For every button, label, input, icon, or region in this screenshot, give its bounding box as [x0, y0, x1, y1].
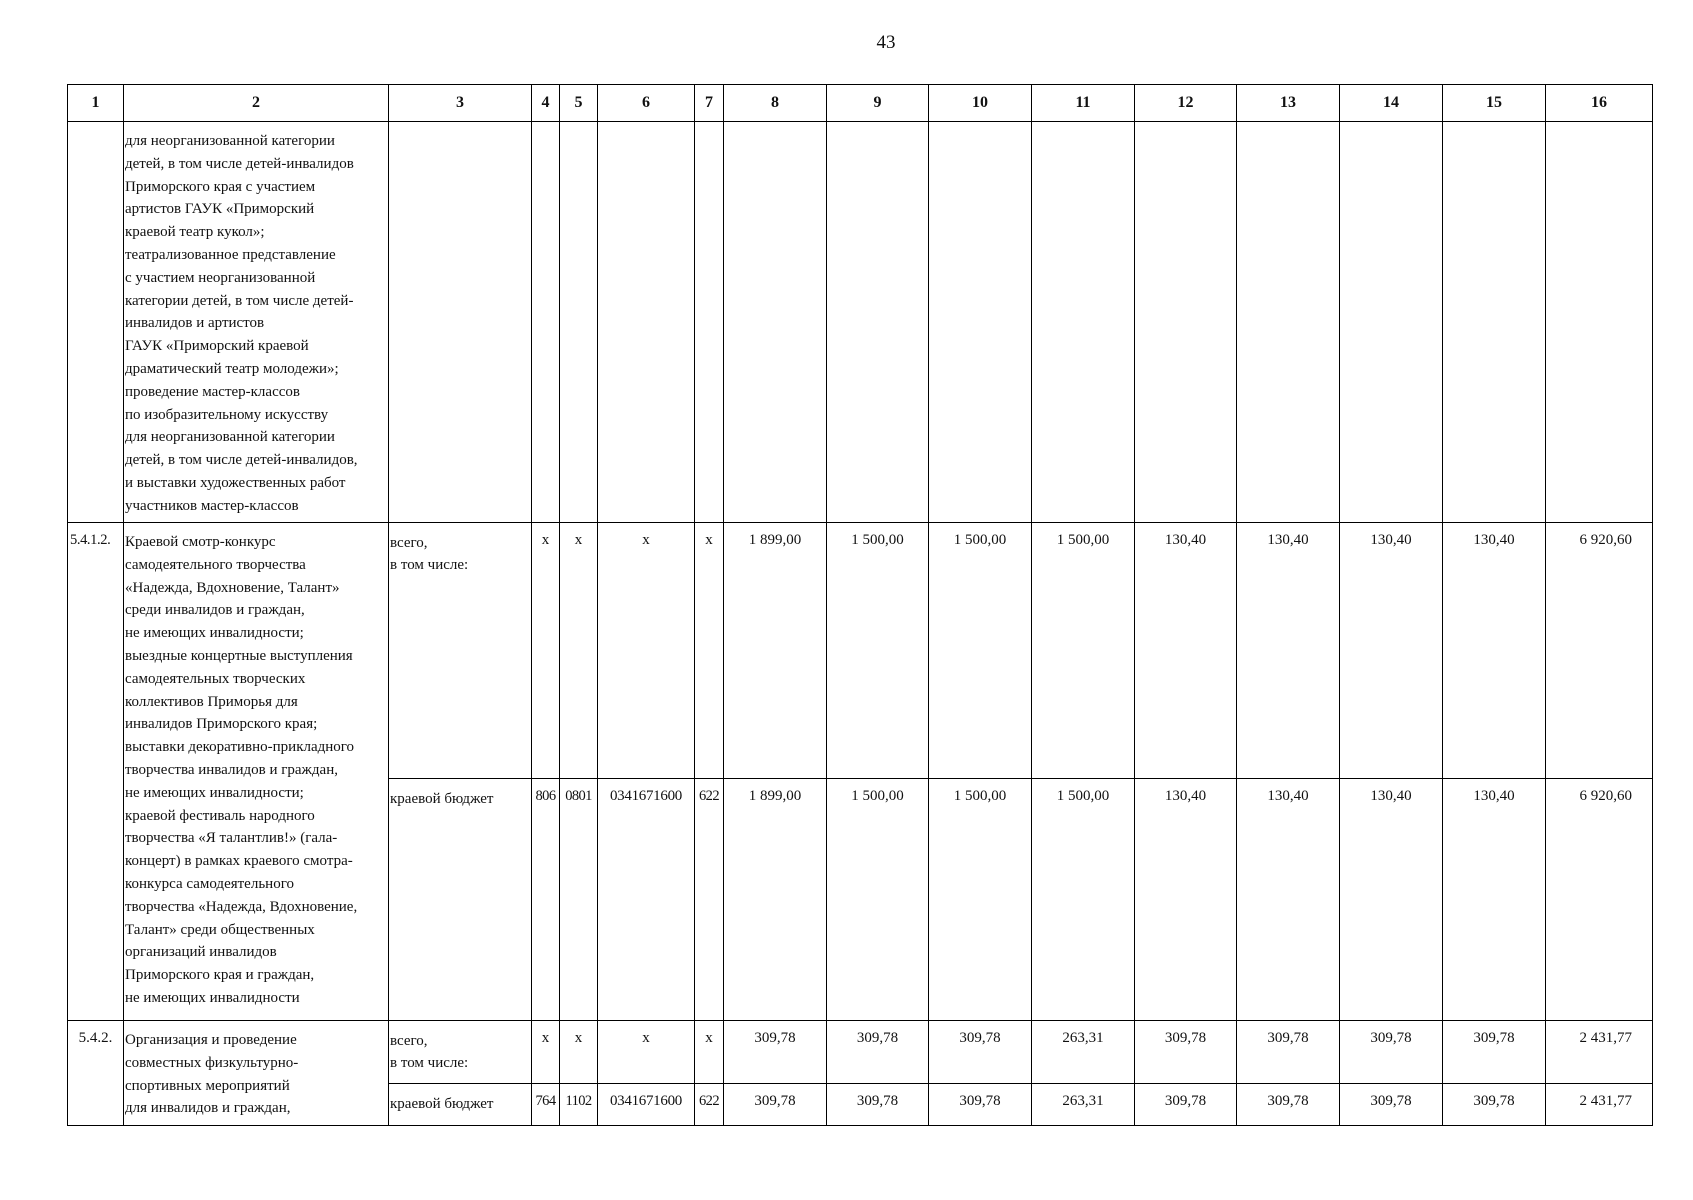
- cell-amount: 309,78: [827, 1084, 929, 1126]
- header-row: [68, 85, 1653, 122]
- col-header: 10: [929, 85, 1032, 122]
- cell-description: для неорганизованной категории детей, в том числе детей-инвалидов Приморского края с участием артистов ГАУК «Приморский краевой театр кукол»; театрализованное представление с участием неорганизованной категории детей, в том числе детей- инвалидов и артистов ГАУК «Приморский краевой драматический театр молодежи»; проведение мастер-классов по изобразительному искусству для неорганизованной категории детей, в том числе детей-инвалидов, и выставки художественных работ участников мастер-классов: [124, 122, 389, 523]
- cell-amount: 309,78: [1237, 1021, 1340, 1084]
- cell: [1546, 122, 1653, 523]
- cell: [827, 122, 929, 523]
- cell-amount: 1 500,00: [1032, 779, 1135, 1021]
- cell-c7: х: [695, 1021, 724, 1084]
- cell-amount: 263,31: [1032, 1084, 1135, 1126]
- cell-c5: 0801: [560, 779, 598, 1021]
- cell-amount: 130,40: [1135, 779, 1237, 1021]
- cell-amount: 1 500,00: [929, 779, 1032, 1021]
- cell-c4: 806: [532, 779, 560, 1021]
- cell-c7: 622: [695, 1084, 724, 1126]
- cell-amount: 309,78: [1443, 1021, 1546, 1084]
- cell: [724, 122, 827, 523]
- cell: [532, 122, 560, 523]
- cell-c5: х: [560, 523, 598, 779]
- col-header: 14: [1340, 85, 1443, 122]
- cell: [389, 122, 532, 523]
- cell-source: всего, в том числе:: [389, 1021, 532, 1084]
- cell-id: [68, 122, 124, 523]
- cell: [598, 122, 695, 523]
- cell-amount: 130,40: [1443, 779, 1546, 1021]
- cell-amount: 1 899,00: [724, 779, 827, 1021]
- cell-amount: 309,78: [724, 1021, 827, 1084]
- col-header: 3: [389, 85, 532, 122]
- col-header: 15: [1443, 85, 1546, 122]
- cell-amount: 1 500,00: [1032, 523, 1135, 779]
- cell-c6: 0341671600: [598, 1084, 695, 1126]
- cell-amount: 1 500,00: [827, 523, 929, 779]
- budget-table: [67, 84, 1653, 1126]
- cell-description: Краевой смотр-конкурс самодеятельного творчества «Надежда, Вдохновение, Талант» среди инвалидов и граждан, не имеющих инвалидности; выездные концертные выступления самодеятельных творческих коллективов Приморья для инвалидов Приморского края; выставки декоративно-прикладного творчества инвалидов и граждан, не имеющих инвалидности; краевой фестиваль народного творчества «Я талантлив!» (гала- концерт) в рамках краевого смотра- конкурса самодеятельного творчества «Надежда, Вдохновение, Талант» среди общественных организаций инвалидов Приморского края и граждан, не имеющих инвалидности: [124, 523, 389, 1021]
- col-header: 13: [1237, 85, 1340, 122]
- cell-c6: х: [598, 523, 695, 779]
- cell-c6: 0341671600: [598, 779, 695, 1021]
- cell-amount: 263,31: [1032, 1021, 1135, 1084]
- col-header: 6: [598, 85, 695, 122]
- col-header: 1: [68, 85, 124, 122]
- cell: [1237, 122, 1340, 523]
- cell-amount: 1 899,00: [724, 523, 827, 779]
- cell: [1032, 122, 1135, 523]
- col-header: 8: [724, 85, 827, 122]
- cell-amount: 309,78: [827, 1021, 929, 1084]
- cell-c4: х: [532, 1021, 560, 1084]
- cell-amount: 309,78: [929, 1084, 1032, 1126]
- page-number: 43: [876, 32, 896, 53]
- cell-amount: 309,78: [1135, 1084, 1237, 1126]
- col-header: 7: [695, 85, 724, 122]
- cell: [560, 122, 598, 523]
- cell-amount: 1 500,00: [929, 523, 1032, 779]
- cell-amount: 130,40: [1340, 779, 1443, 1021]
- cell-source: краевой бюджет: [389, 779, 532, 1021]
- col-header: 16: [1546, 85, 1653, 122]
- cell-id: 5.4.2.: [68, 1021, 124, 1126]
- cell-amount: 309,78: [929, 1021, 1032, 1084]
- cell-id: 5.4.1.2.: [68, 523, 124, 1021]
- cell-amount-total: 2 431,77: [1546, 1021, 1653, 1084]
- table-row: [68, 1021, 1653, 1084]
- col-header: 12: [1135, 85, 1237, 122]
- cell: [695, 122, 724, 523]
- cell-amount: 309,78: [1443, 1084, 1546, 1126]
- cell-amount-total: 2 431,77: [1546, 1084, 1653, 1126]
- cell-c5: 1102: [560, 1084, 598, 1126]
- cell-amount: 309,78: [724, 1084, 827, 1126]
- cell-amount: 130,40: [1340, 523, 1443, 779]
- col-header: 5: [560, 85, 598, 122]
- cell-amount-total: 6 920,60: [1546, 523, 1653, 779]
- cell-c6: х: [598, 1021, 695, 1084]
- cell-c5: х: [560, 1021, 598, 1084]
- cell-c4: х: [532, 523, 560, 779]
- cell-amount: 130,40: [1443, 523, 1546, 779]
- cell: [1135, 122, 1237, 523]
- col-header: 11: [1032, 85, 1135, 122]
- cell-amount: 130,40: [1237, 779, 1340, 1021]
- col-header: 9: [827, 85, 929, 122]
- cell-amount-total: 6 920,60: [1546, 779, 1653, 1021]
- cell-amount: 309,78: [1237, 1084, 1340, 1126]
- cell: [929, 122, 1032, 523]
- col-header: 4: [532, 85, 560, 122]
- cell: [1443, 122, 1546, 523]
- cell-amount: 309,78: [1135, 1021, 1237, 1084]
- col-header: 2: [124, 85, 389, 122]
- cell-source: всего, в том числе:: [389, 523, 532, 779]
- table-row: [68, 122, 1653, 523]
- cell-c7: х: [695, 523, 724, 779]
- table-row: [68, 523, 1653, 779]
- cell-amount: 130,40: [1237, 523, 1340, 779]
- cell-amount: 130,40: [1135, 523, 1237, 779]
- cell-amount: 1 500,00: [827, 779, 929, 1021]
- cell-description: Организация и проведение совместных физкультурно- спортивных мероприятий для инвалидов и граждан,: [124, 1021, 389, 1126]
- cell-source: краевой бюджет: [389, 1084, 532, 1126]
- cell-amount: 309,78: [1340, 1084, 1443, 1126]
- cell-c7: 622: [695, 779, 724, 1021]
- cell-amount: 309,78: [1340, 1021, 1443, 1084]
- cell: [1340, 122, 1443, 523]
- cell-c4: 764: [532, 1084, 560, 1126]
